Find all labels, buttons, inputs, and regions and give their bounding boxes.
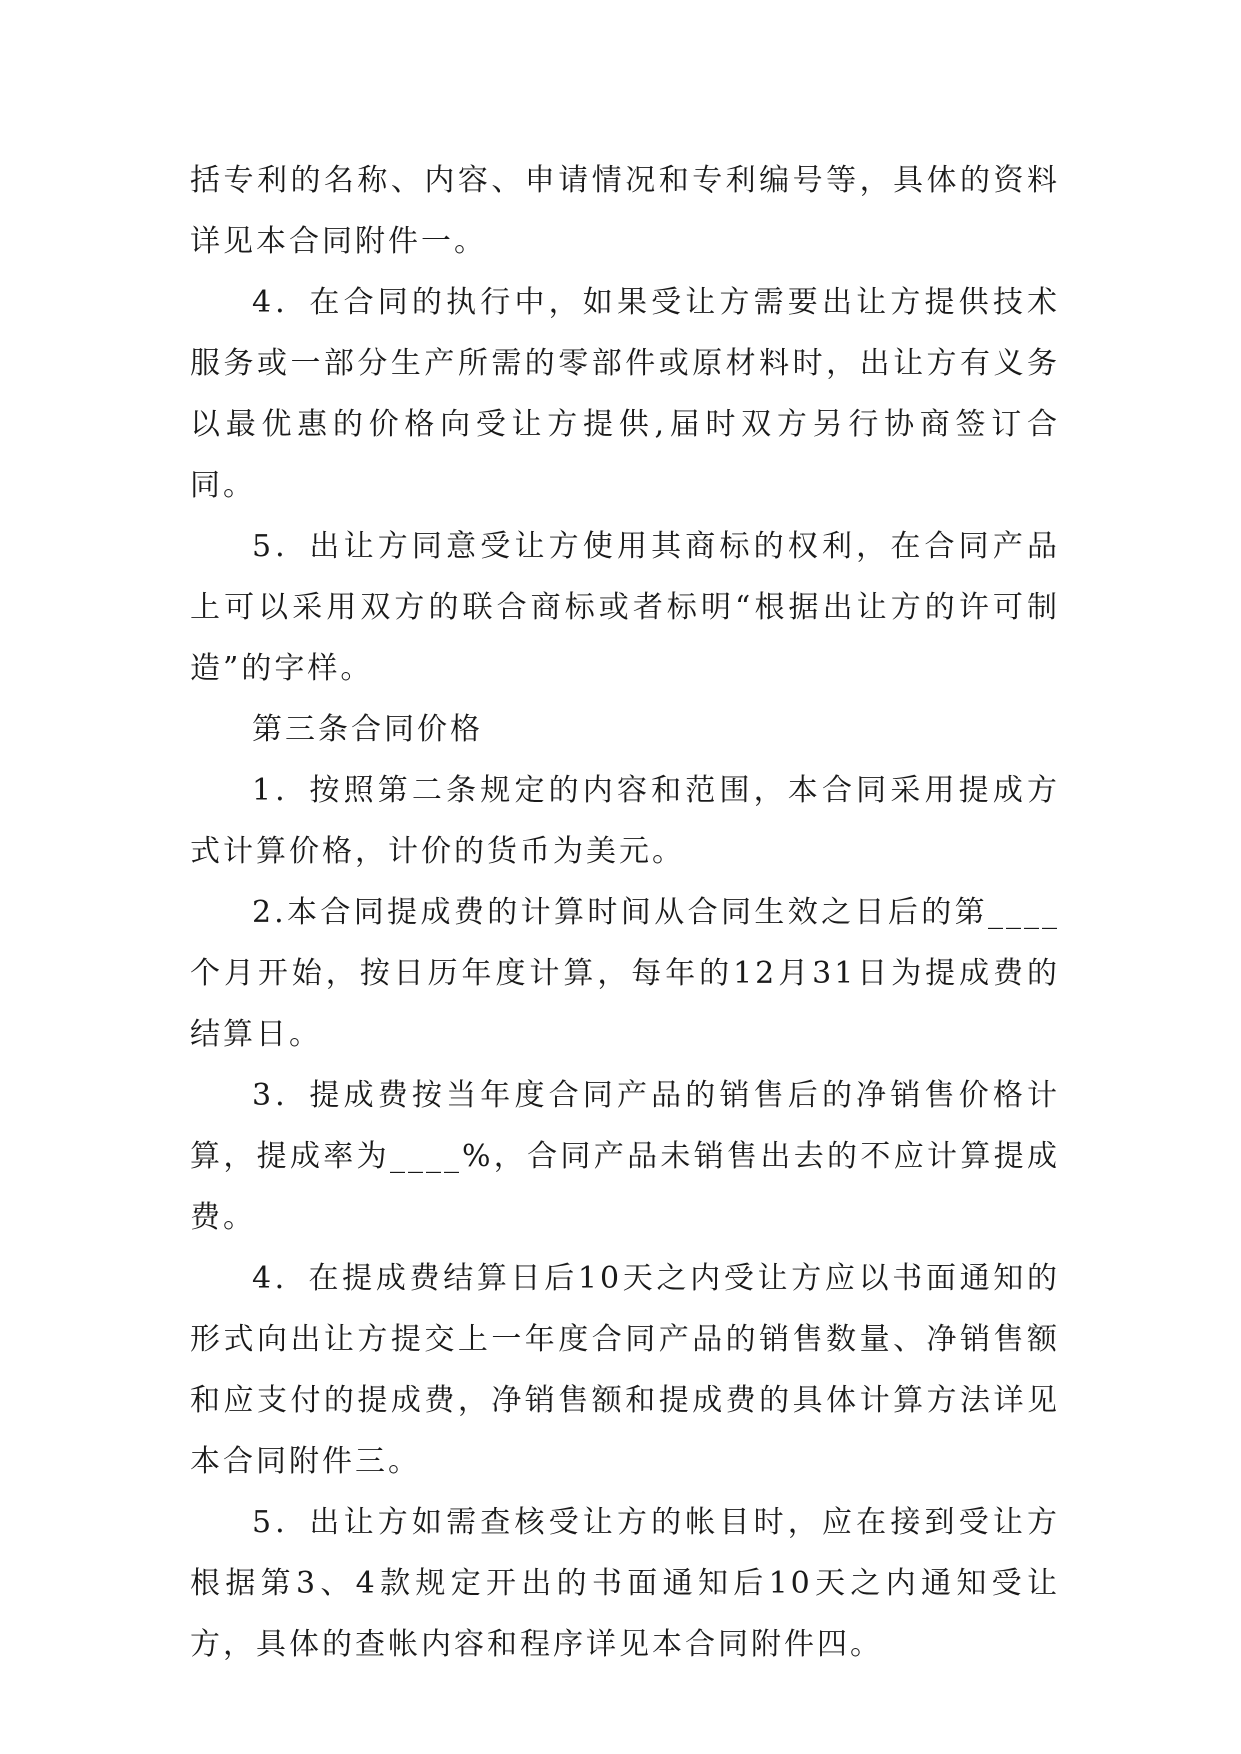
paragraph-price-1: 1．按照第二条规定的内容和范围，本合同采用提成方式计算价格，计价的货币为美元。	[190, 773, 1060, 869]
paragraph-price-4: 4．在提成费结算日后10天之内受让方应以书面通知的形式向出让方提交上一年度合同产品的销售数量、净销售额和应支付的提成费，净销售额和提成费的具体计算方法详见本合同附件三。	[190, 1261, 1060, 1479]
paragraph-price-3: 3．提成费按当年度合同产品的销售后的净销售价格计算，提成率为____%，合同产品未销售出去的不应计算提成费。	[190, 1078, 1060, 1235]
paragraph-clause-5-trademark: 5．出让方同意受让方使用其商标的权利，在合同产品上可以采用双方的联合商标或者标明“根据出让方的许可制造”的字样。	[190, 529, 1060, 686]
paragraph-price-5: 5．出让方如需查核受让方的帐目时，应在接到受让方根据第3、4款规定开出的书面通知后10天之内通知受让方，具体的查帐内容和程序详见本合同附件四。	[190, 1505, 1060, 1662]
paragraph-continuation: 括专利的名称、内容、申请情况和专利编号等，具体的资料详见本合同附件一。	[190, 163, 1060, 259]
section-heading-article-3: 第三条合同价格	[252, 712, 483, 747]
paragraph-clause-4-services: 4．在合同的执行中，如果受让方需要出让方提供技术服务或一部分生产所需的零部件或原材料时，出让方有义务以最优惠的价格向受让方提供,届时双方另行协商签订合同。	[190, 285, 1060, 503]
paragraph-price-2: 2.本合同提成费的计算时间从合同生效之日后的第____个月开始，按日历年度计算，每年的12月31日为提成费的结算日。	[190, 895, 1060, 1052]
document-body	[190, 150, 1060, 1675]
